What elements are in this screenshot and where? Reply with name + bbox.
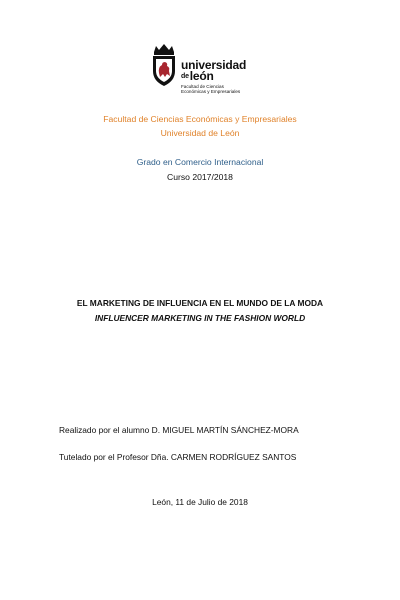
date-line: León, 11 de Julio de 2018 xyxy=(152,497,248,507)
logo-faculty-line1: Facultad de Ciencias xyxy=(181,84,224,89)
degree-name: Grado en Comercio Internacional xyxy=(136,157,264,167)
title-english: INFLUENCER MARKETING IN THE FASHION WORLD xyxy=(94,313,306,323)
tutor-line: Tutelado por el Profesor Dña. CARMEN RODRÍGUEZ SANTOS xyxy=(59,452,297,462)
logo-word-universidad: universidad xyxy=(181,58,247,72)
faculty-name: Facultad de Ciencias Económicas y Empresariales xyxy=(103,114,297,124)
university-logo xyxy=(150,43,262,103)
course-year: Curso 2017/2018 xyxy=(167,172,233,182)
logo-faculty-line2: Económicas y Empresariales xyxy=(181,89,241,95)
logo-word-de: de xyxy=(181,73,189,80)
university-name: Universidad de León xyxy=(160,128,240,138)
logo-faculty-text xyxy=(181,84,240,94)
logo-word-leon-text: león xyxy=(189,69,214,83)
title-spanish: EL MARKETING DE INFLUENCIA EN EL MUNDO DE LA MODA xyxy=(76,298,324,308)
logo-word-leon xyxy=(181,70,214,83)
author-line: Realizado por el alumno D. MIGUEL MARTÍN SÁNCHEZ-MORA xyxy=(59,425,299,435)
crest-icon xyxy=(150,43,178,87)
